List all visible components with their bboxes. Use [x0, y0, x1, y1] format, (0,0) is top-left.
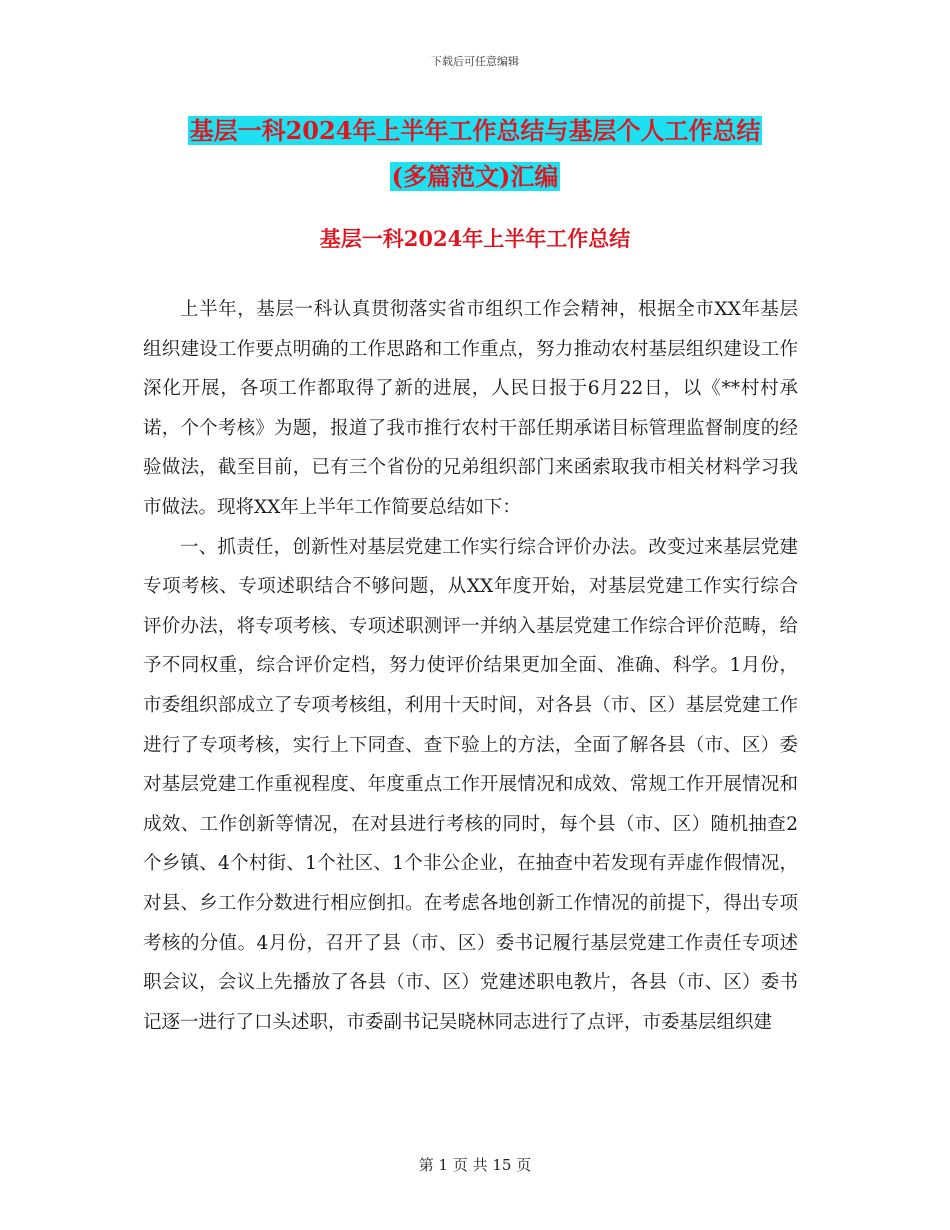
header-note: 下载后可任意编辑 — [431, 55, 519, 68]
document-title-line-1: 基层一科2024年上半年工作总结与基层个人工作总结 — [189, 116, 761, 145]
paragraph-intro: 上半年，基层一科认真贯彻落实省市组织工作会精神，根据全市XX年基层组织建设工作要点明确的工作思路和工作重点，努力推动农村基层组织建设工作深化开展，各项工作都取得了新的进展，人民日报于6月22日，以《**村村承诺，个个考核》为题，报道了我市推行农村干部任期承诺目标管理监督制度的经验做法，截至目前，已有三个省份的兄弟组织部门来函索取我市相关材料学习我市做法。现将XX年上半年工作简要总结如下： — [143, 299, 798, 518]
document-title-line-2: (多篇范文)汇编 — [391, 162, 559, 191]
body-text — [143, 290, 798, 1042]
section-title: 基层一科2024年上半年工作总结 — [319, 226, 631, 251]
document-title — [0, 108, 950, 200]
page-footer: 第 1 页 共 15 页 — [418, 1156, 532, 1174]
paragraph-item-1: 一、抓责任，创新性对基层党建工作实行综合评价办法。改变过来基层党建专项考核、专项述职结合不够问题，从XX年度开始，对基层党建工作实行综合评价办法，将专项考核、专项述职测评一并纳入基层党建工作综合评价范畴，给予不同权重，综合评价定档，努力使评价结果更加全面、准确、科学。1月份，市委组织部成立了专项考核组，利用十天时间，对各县（市、区）基层党建工作进行了专项考核，实行上下同查、查下验上的方法，全面了解各县（市、区）委对基层党建工作重视程度、年度重点工作开展情况和成效、常规工作开展情况和成效、工作创新等情况，在对县进行考核的同时，每个县（市、区）随机抽查2个乡镇、4个村街、1个社区、1个非公企业，在抽查中若发现有弄虚作假情况，对县、乡工作分数进行相应倒扣。在考虑各地创新工作情况的前提下，得出专项考核的分值。4月份，召开了县（市、区）委书记履行基层党建工作责任专项述职会议，会议上先播放了各县（市、区）党建述职电教片，各县（市、区）委书记逐一进行了口头述职，市委副书记吴晓林同志进行了点评，市委基层组织建 — [143, 536, 798, 1033]
